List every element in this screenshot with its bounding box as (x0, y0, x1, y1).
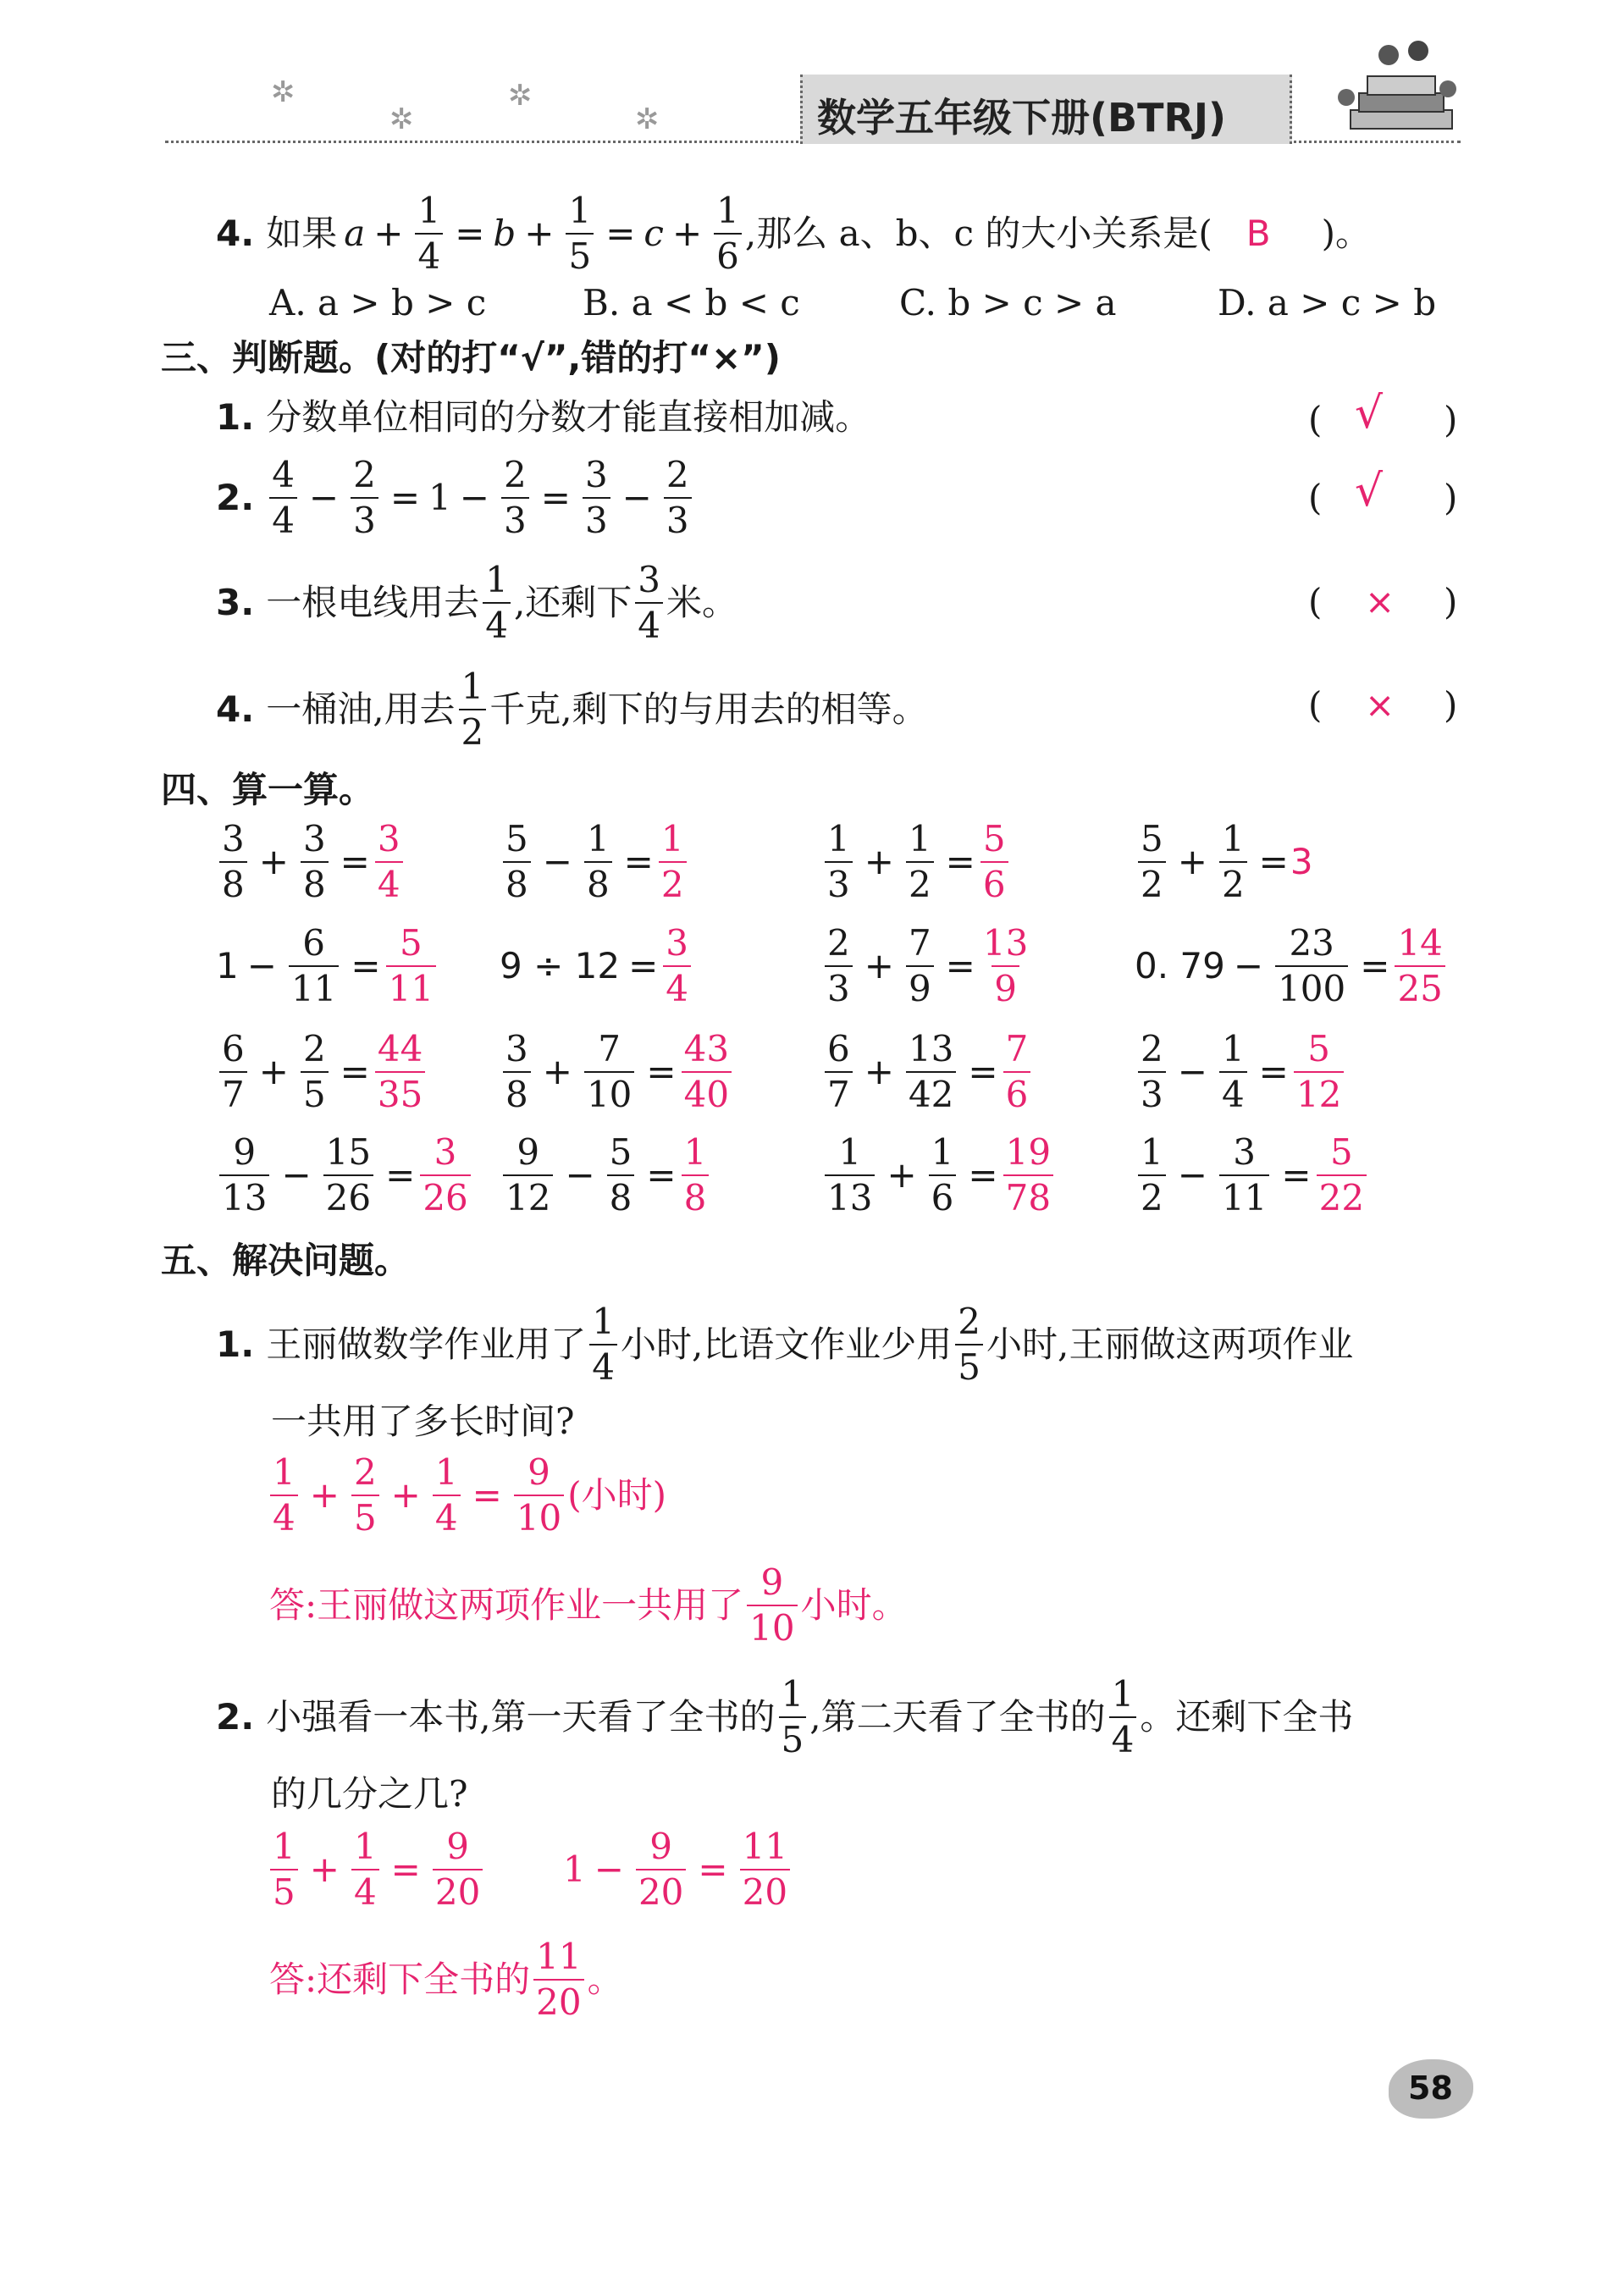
calc-item: $\frac{3}{8}$ + $\frac{3}{8}$ = $\frac{3}{4}$ (216, 821, 406, 903)
fraction: $\frac{1}{2}$ (1219, 821, 1247, 903)
svg-text:✲: ✲ (635, 102, 660, 135)
svg-text:✲: ✲ (389, 102, 414, 135)
judge-paren-close-4: ) (1444, 684, 1458, 726)
fraction: $\frac{3}{8}$ (219, 821, 247, 903)
calc-item: $\frac{9}{13}$ − $\frac{15}{26}$ = $\frac{3}{26}$ (216, 1135, 474, 1216)
fraction: $\frac{1}{8}$ (682, 1135, 710, 1216)
calc-item: $\frac{3}{8}$ + $\frac{7}{10}$ = $\frac{43}{40}$ (500, 1031, 735, 1113)
problem-1-answer: 答:王丽做这两项作业一共用了 $\frac{9}{10}$ 小时。 (269, 1561, 908, 1649)
fraction: $\frac{2}{3}$ (825, 926, 853, 1007)
fraction: $\frac{3}{8}$ (503, 1031, 531, 1113)
judge-paren-close-1: ) (1444, 399, 1458, 440)
fraction: $\frac{5}{8}$ (607, 1135, 635, 1216)
calc-item: 0. 79 − $\frac{23}{100}$ = $\frac{14}{25}$ (1135, 926, 1449, 1007)
fraction: $\frac{43}{40}$ (682, 1031, 732, 1113)
judge-paren-open-3: ( (1308, 581, 1323, 622)
judge-paren-open-2: ( (1308, 477, 1323, 518)
fraction: $\frac{9}{12}$ (503, 1135, 553, 1216)
option-a: A. a > b > c (269, 282, 487, 323)
svg-text:✲: ✲ (271, 75, 296, 109)
fraction: $\frac{13}{42}$ (906, 1031, 956, 1113)
fraction: $\frac{3}{4}$ (663, 926, 691, 1007)
calc-item: $\frac{6}{7}$ + $\frac{13}{42}$ = $\frac{7}{6}$ (821, 1031, 1034, 1113)
problem-2-line1: 2. 小强看一本书,第一天看了全书的 $\frac{1}{5}$ ,第二天看了全书的 $\frac{1}{4}$ 。还剩下全书 (216, 1673, 1354, 1760)
fraction: $\frac{7}{9}$ (906, 926, 934, 1007)
calc-item: $\frac{5}{2}$ + $\frac{1}{2}$ = 3 (1135, 821, 1313, 903)
fraction: $\frac{3}{4}$ (375, 821, 403, 903)
fraction: $\frac{5}{22}$ (1317, 1135, 1367, 1216)
judge-answer-1: √ (1355, 388, 1384, 439)
option-d: D. a > c > b (1218, 282, 1437, 323)
children-reading-icon (1329, 30, 1469, 144)
fraction: $\frac{1}{2}$ (906, 821, 934, 903)
calc-item: $\frac{5}{8}$ − $\frac{1}{8}$ = $\frac{1}{2}$ (500, 821, 690, 903)
judge-answer-4: × (1365, 684, 1395, 726)
judge-answer-2: √ (1355, 466, 1384, 517)
fraction: $\frac{5}{11}$ (386, 926, 436, 1007)
problem-1-calc: $\frac{1}{4}$ + $\frac{2}{5}$ + $\frac{1}{4}$ = $\frac{9}{10}$ (小时) (267, 1455, 666, 1536)
book-title: 数学五年级下册(BTRJ) (817, 95, 1227, 141)
problem-2-answer: 答:还剩下全书的 $\frac{11}{20}$ 。 (269, 1936, 623, 2023)
fraction: $\frac{5}{8}$ (503, 821, 531, 903)
fraction: $\frac{9}{13}$ (219, 1135, 269, 1216)
fraction: $\frac{1}{6}$ (714, 193, 742, 274)
fraction: $\frac{5}{12}$ (1294, 1031, 1344, 1113)
fraction: $\frac{6}{7}$ (219, 1031, 247, 1113)
fraction: $\frac{14}{25}$ (1395, 926, 1444, 1007)
calc-item: $\frac{1}{13}$ + $\frac{1}{6}$ = $\frac{19}{78}$ (821, 1135, 1057, 1216)
header-decor (254, 68, 694, 135)
judge-item-3: 3. 一根电线用去 $\frac{1}{4}$ ,还剩下 $\frac{3}{4}$ 米。 (216, 559, 738, 646)
section-5-title: 五、解决问题。 (161, 1240, 411, 1281)
calc-item: $\frac{6}{7}$ + $\frac{2}{5}$ = $\frac{44}{35}$ (216, 1031, 428, 1113)
fraction: $\frac{1}{4}$ (415, 193, 443, 274)
problem-1-line2: 一共用了多长时间? (271, 1401, 575, 1442)
flower-stars-icon (254, 68, 694, 135)
calc-item: 9 ÷ 12 = $\frac{3}{4}$ (500, 926, 694, 1007)
fraction: $\frac{1}{5}$ (566, 193, 594, 274)
fraction: $\frac{1}{2}$ (659, 821, 687, 903)
calc-item: 1 − $\frac{6}{11}$ = $\frac{5}{11}$ (216, 926, 439, 1007)
answer-handwritten: B (1246, 213, 1271, 254)
judge-paren-close-2: ) (1444, 477, 1458, 518)
judge-item-1: 1. 分数单位相同的分数才能直接相加减。 (216, 396, 871, 438)
fraction: $\frac{6}{11}$ (289, 926, 339, 1007)
section-4-title: 四、算一算。 (161, 769, 375, 810)
problem-2-calc-2: 1 − $\frac{9}{20}$ = $\frac{11}{20}$ (563, 1829, 793, 1910)
fraction: $\frac{1}{6}$ (929, 1135, 957, 1216)
calc-item: $\frac{1}{3}$ + $\frac{1}{2}$ = $\frac{5}{6}$ (821, 821, 1012, 903)
judge-item-2: 2. $\frac{4}{4}$ − $\frac{2}{3}$ = 1 − $\frac{2}{3}$ = $\frac{3}{3}$ − $\frac{2}{3}$ (216, 457, 695, 539)
problem-2-calc-1: $\frac{1}{5}$ + $\frac{1}{4}$ = $\frac{9}{20}$ (267, 1829, 486, 1910)
option-c: C. b > c > a (899, 282, 1117, 323)
calc-item: $\frac{1}{2}$ − $\frac{3}{11}$ = $\frac{5}{22}$ (1135, 1135, 1370, 1216)
section-3-title: 三、判断题。(对的打“√”,错的打“×”) (161, 337, 781, 378)
choice-question-4: 4. 如果 a + $\frac{1}{4}$ = b + $\frac{1}{5}$ = c + $\frac{1}{6}$ ,那么 a、b、c 的大小关系是( B )。 (216, 190, 1371, 277)
svg-text:✲: ✲ (508, 79, 533, 113)
fraction: $\frac{19}{78}$ (1003, 1135, 1053, 1216)
fraction: $\frac{7}{10}$ (584, 1031, 634, 1113)
calc-item: $\frac{2}{3}$ − $\frac{1}{4}$ = $\frac{5}{12}$ (1135, 1031, 1347, 1113)
fraction: $\frac{23}{100}$ (1275, 926, 1348, 1007)
fraction: $\frac{44}{35}$ (375, 1031, 425, 1113)
calc-item: $\frac{9}{12}$ − $\frac{5}{8}$ = $\frac{1}{8}$ (500, 1135, 712, 1216)
fraction: $\frac{1}{8}$ (584, 821, 612, 903)
fraction: $\frac{7}{6}$ (1003, 1031, 1031, 1113)
judge-answer-3: × (1365, 581, 1395, 622)
fraction: $\frac{5}{6}$ (980, 821, 1008, 903)
page-number: 58 (1408, 2069, 1453, 2107)
problem-2-line2: 的几分之几? (271, 1773, 468, 1815)
fraction: $\frac{6}{7}$ (825, 1031, 853, 1113)
fraction: $\frac{3}{11}$ (1219, 1135, 1269, 1216)
fraction: $\frac{15}{26}$ (323, 1135, 373, 1216)
option-b: B. a < b < c (583, 282, 800, 323)
header-illustration (1329, 30, 1469, 144)
judge-paren-open-1: ( (1308, 399, 1323, 440)
judge-paren-close-3: ) (1444, 581, 1458, 622)
problem-1-line1: 1. 王丽做数学作业用了 $\frac{1}{4}$ 小时,比语文作业少用 $\frac{2}{5}$ 小时,王丽做这两项作业 (216, 1301, 1354, 1388)
fraction: $\frac{1}{3}$ (825, 821, 853, 903)
judge-paren-open-4: ( (1308, 684, 1323, 726)
fraction: $\frac{1}{2}$ (1138, 1135, 1166, 1216)
fraction: $\frac{13}{9}$ (982, 922, 1029, 1009)
fraction: $\frac{2}{3}$ (1138, 1031, 1166, 1113)
fraction: $\frac{1}{4}$ (1219, 1031, 1247, 1113)
judge-item-4: 4. 一桶油,用去 $\frac{1}{2}$ 千克,剩下的与用去的相等。 (216, 666, 928, 753)
fraction: $\frac{3}{8}$ (301, 821, 329, 903)
fraction: $\frac{2}{5}$ (301, 1031, 329, 1113)
fraction: $\frac{1}{13}$ (825, 1135, 875, 1216)
fraction: $\frac{3}{26}$ (420, 1135, 470, 1216)
calc-item: $\frac{2}{3}$ + $\frac{7}{9}$ = $\frac{13}{9}$ (821, 926, 1034, 1007)
fraction: $\frac{5}{2}$ (1138, 821, 1166, 903)
